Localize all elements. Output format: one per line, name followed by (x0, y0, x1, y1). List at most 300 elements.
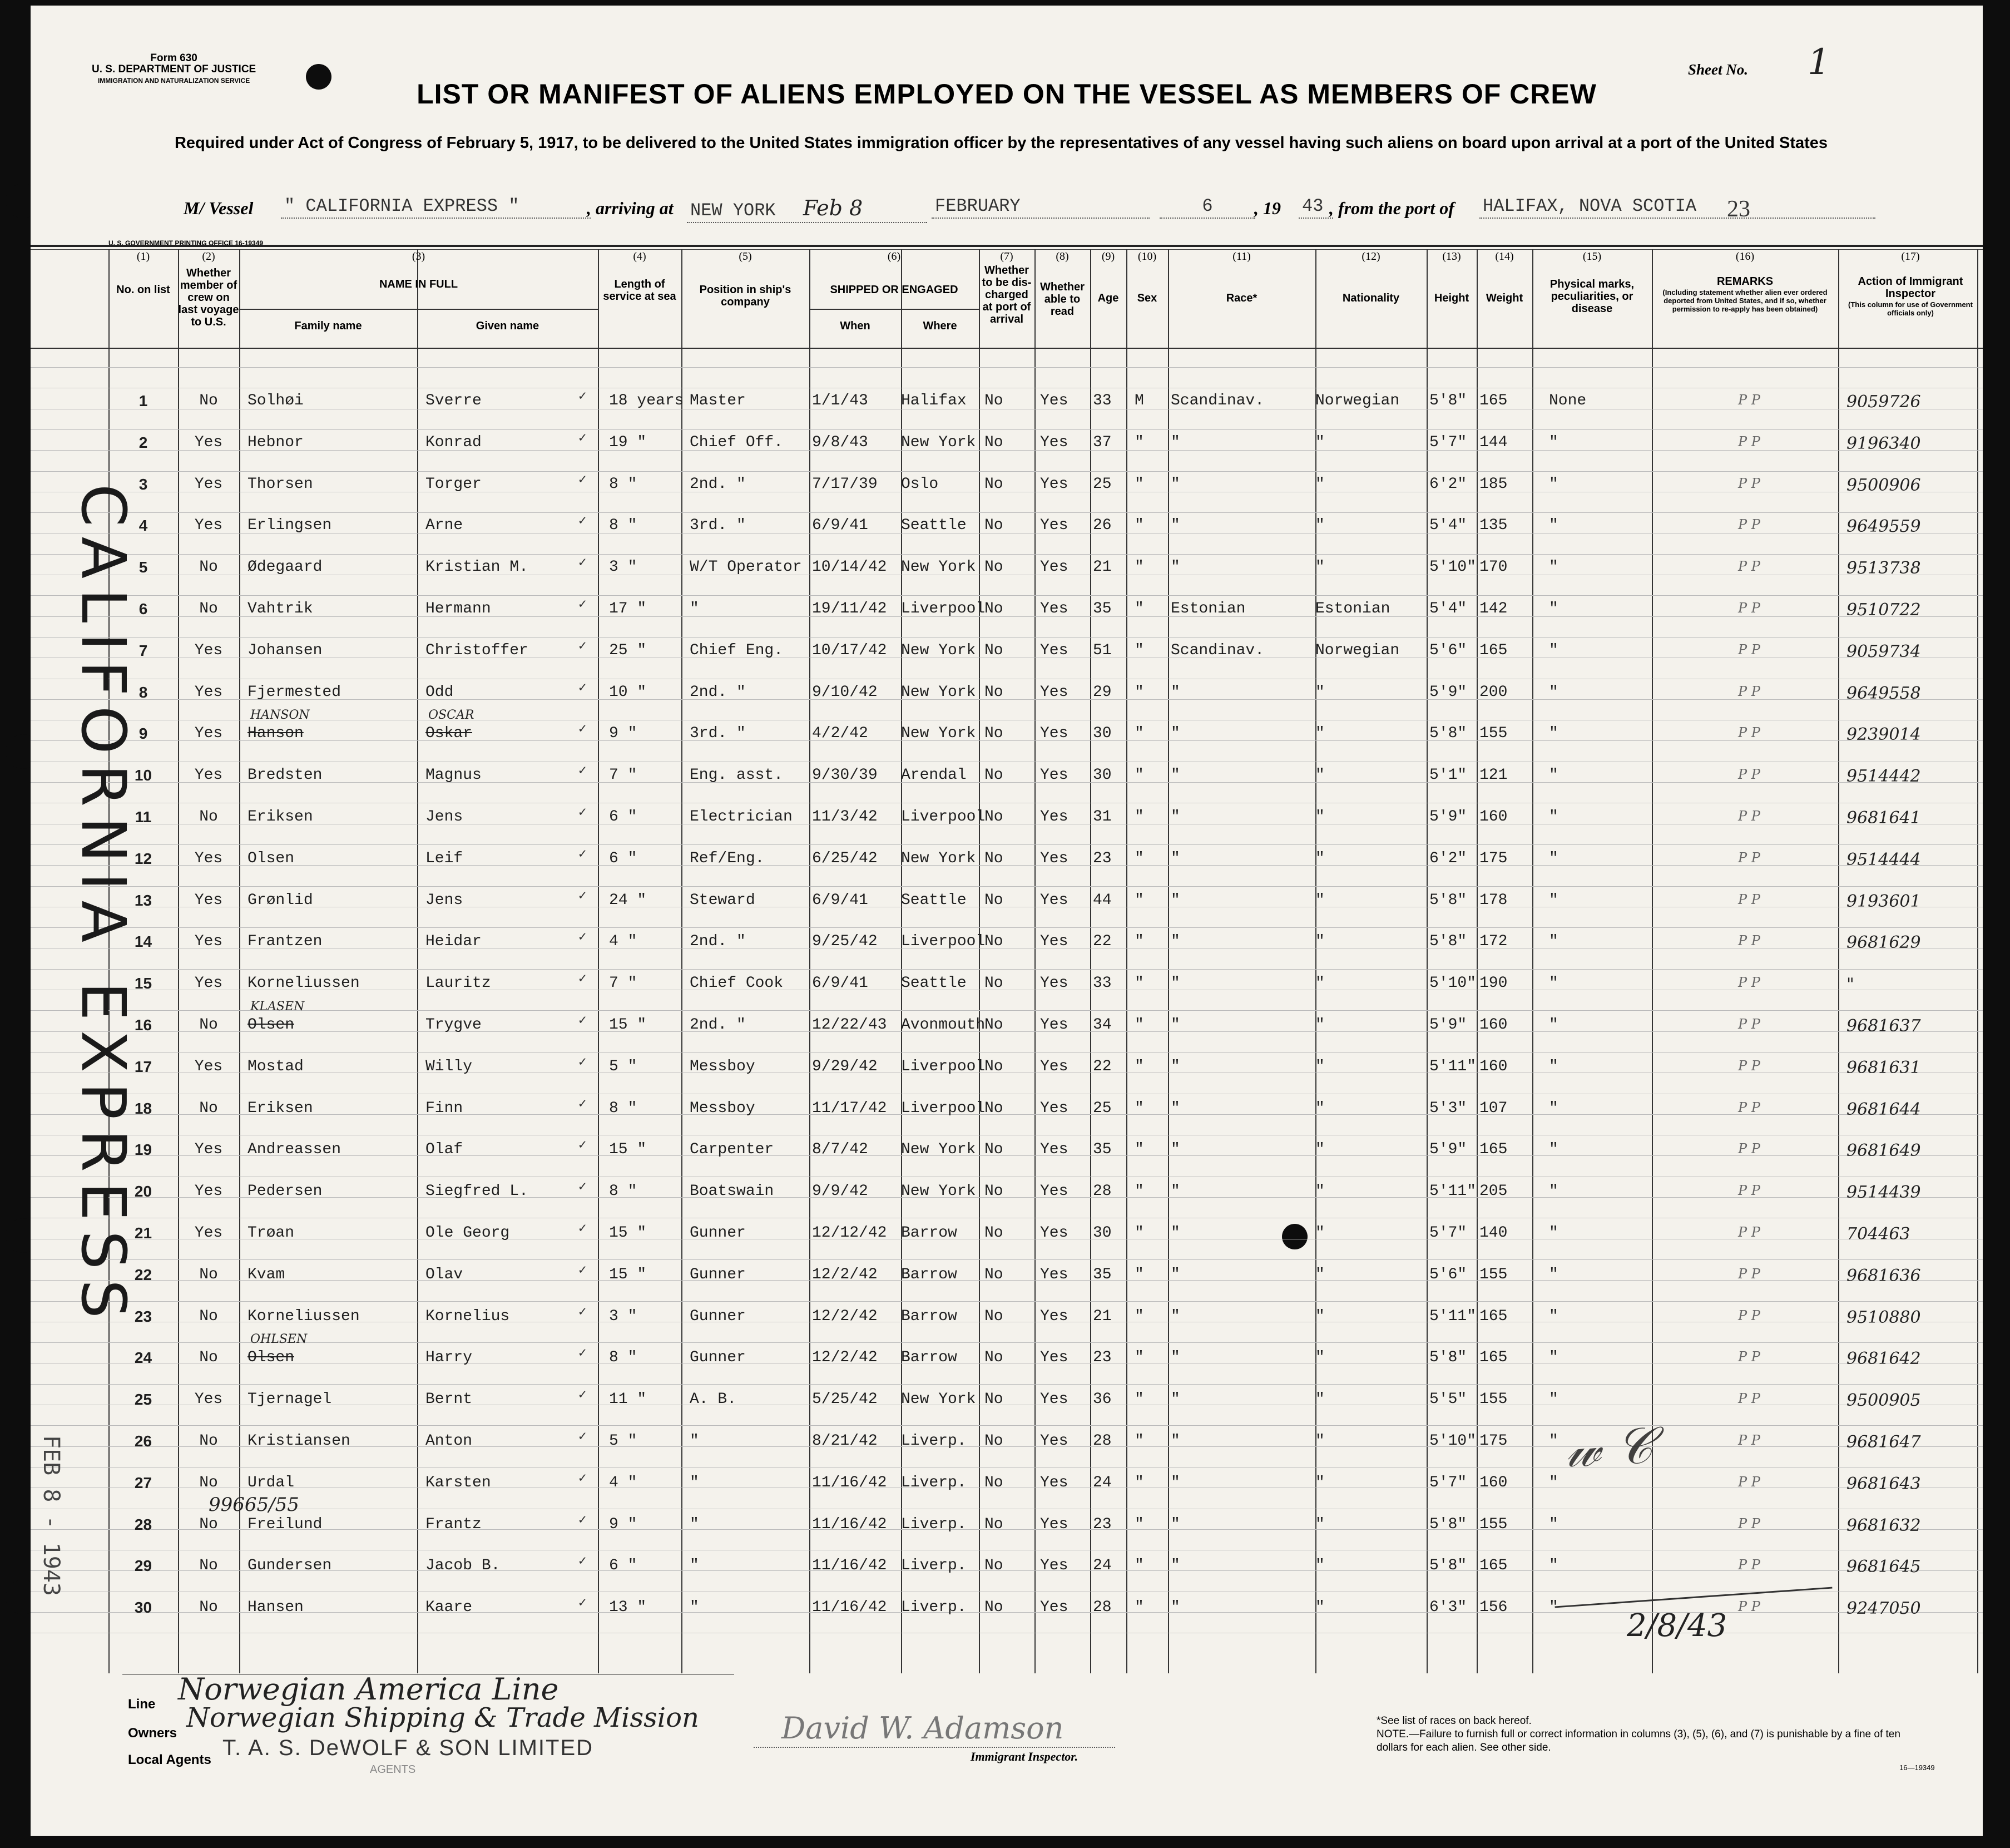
row-race: " (1171, 433, 1180, 451)
row-height: 5'9" (1429, 808, 1467, 826)
column-number-c12: (12) (1362, 250, 1380, 263)
year-prefix: , 19 (1254, 198, 1281, 218)
row-sex: " (1135, 1599, 1144, 1617)
row-race: " (1171, 1515, 1180, 1533)
row-remarks: P P (1738, 559, 1760, 575)
row-weight: 155 (1479, 1391, 1508, 1409)
row-race: " (1171, 933, 1180, 951)
inspector-signature: David W. Adamson (781, 1711, 1064, 1746)
row-race: " (1171, 1266, 1180, 1283)
manifest-sheet (31, 6, 1983, 1836)
row-nat: " (1315, 1266, 1325, 1283)
row-sex: " (1135, 1141, 1144, 1159)
row-height: 5'8" (1429, 1557, 1467, 1575)
row-age: 25 (1093, 1099, 1112, 1117)
row-nat: " (1315, 1432, 1325, 1450)
port-name: NEW YORK (690, 200, 776, 221)
row-height: 5'10" (1429, 975, 1477, 992)
row-age: 21 (1093, 1307, 1112, 1325)
row-last: No (199, 808, 218, 826)
row-weight: 165 (1479, 1349, 1508, 1367)
column-divider (901, 249, 902, 1673)
row-given: Anton (425, 1432, 473, 1450)
row-service: 8 " (609, 1349, 637, 1367)
row-disch: No (984, 1432, 1003, 1450)
row-where: New York (901, 725, 976, 743)
row-action: 9513738 (1846, 559, 1921, 579)
row-service: 18 years (609, 392, 684, 409)
row-checkmark: ✓ (578, 1305, 587, 1320)
row-family: Olsen (247, 1016, 295, 1034)
row-service: 13 " (609, 1599, 647, 1617)
row-action: 9681644 (1846, 1099, 1921, 1119)
row-height: 5'9" (1429, 1016, 1467, 1034)
column-number-c15: (15) (1582, 250, 1602, 263)
row-where: New York (901, 559, 976, 576)
row-no: 25 (134, 1391, 152, 1409)
row-action: 9681636 (1846, 1266, 1921, 1286)
row-when: 5/25/42 (812, 1391, 878, 1409)
row-age: 33 (1093, 975, 1112, 992)
column-number-c11: (11) (1232, 250, 1251, 263)
column-number-c2: (2) (202, 250, 215, 263)
row-no: 1 (138, 392, 148, 409)
row-sex: " (1135, 641, 1144, 659)
row-no: 16 (134, 1016, 152, 1034)
row-age: 24 (1093, 1474, 1112, 1491)
row-marks: " (1549, 559, 1558, 576)
row-position: 2nd. " (690, 1016, 746, 1034)
row-remarks: P P (1738, 808, 1760, 824)
row-where: Liverpool (901, 1058, 986, 1075)
row-last: No (199, 600, 218, 617)
row-where: Seattle (901, 517, 967, 535)
column-divider (979, 249, 980, 1673)
column-header-c10: Sex (1137, 292, 1157, 304)
row-family: Vahtrik (247, 600, 313, 617)
row-action: 9514439 (1846, 1183, 1921, 1203)
row-where: Seattle (901, 891, 967, 909)
row-sex: " (1135, 808, 1144, 826)
row-disch: No (984, 767, 1003, 784)
row-height: 5'8" (1429, 1349, 1467, 1367)
row-action: 9239014 (1846, 725, 1921, 745)
row-read: Yes (1040, 517, 1068, 535)
row-where: New York (901, 1391, 976, 1409)
row-read: Yes (1040, 1016, 1068, 1034)
row-no: 17 (134, 1058, 152, 1075)
handwritten-number: 99665/55 (209, 1494, 299, 1516)
column-number-c7: (7) (1000, 250, 1013, 263)
row-nat: " (1315, 975, 1325, 992)
column-number-c8: (8) (1056, 250, 1069, 263)
row-given: Arne (425, 517, 463, 535)
column-number-c4: (4) (633, 250, 646, 263)
row-age: 28 (1093, 1183, 1112, 1200)
row-family: Erlingsen (247, 517, 332, 535)
row-checkmark: ✓ (578, 1554, 587, 1570)
row-last: No (199, 1557, 218, 1575)
row-height: 5'7" (1429, 1224, 1467, 1242)
rule-line (31, 969, 1983, 970)
column-number-c1: (1) (136, 250, 150, 263)
row-read: Yes (1040, 725, 1068, 743)
row-where: Liverpool (901, 808, 986, 826)
row-service: 15 " (609, 1224, 647, 1242)
row-nat: " (1315, 1141, 1325, 1159)
row-disch: No (984, 1349, 1003, 1367)
row-disch: No (984, 1307, 1003, 1325)
row-sex: " (1135, 849, 1144, 867)
row-remarks: P P (1738, 1557, 1760, 1573)
row-sex: " (1135, 767, 1144, 784)
row-marks: " (1549, 1557, 1558, 1575)
row-nat: " (1315, 1183, 1325, 1200)
row-no: 7 (138, 641, 148, 659)
column-number-c13: (13) (1442, 250, 1461, 263)
row-service: 4 " (609, 1474, 637, 1491)
row-checkmark: ✓ (578, 764, 587, 779)
row-sex: " (1135, 475, 1144, 493)
row-when: 12/22/43 (812, 1016, 887, 1034)
row-nat: " (1315, 559, 1325, 576)
row-given: Hermann (425, 600, 491, 617)
from-port: HALIFAX, NOVA SCOTIA (1479, 196, 1875, 219)
from-label: , from the port of (1329, 198, 1454, 218)
agents-sub: AGENTS (370, 1763, 416, 1776)
rule-line (31, 471, 1983, 472)
row-family: Bredsten (247, 767, 323, 784)
row-race: " (1171, 1391, 1180, 1409)
row-when: 7/17/39 (812, 475, 878, 493)
row-sex: " (1135, 1557, 1144, 1575)
row-age: 23 (1093, 1515, 1112, 1533)
row-weight: 165 (1479, 1141, 1508, 1159)
row-given: Magnus (425, 767, 482, 784)
row-position: Ref/Eng. (690, 849, 765, 867)
row-weight: 144 (1479, 433, 1508, 451)
row-family: Eriksen (247, 808, 313, 826)
row-action: 9059734 (1846, 641, 1921, 661)
row-position: Gunner (690, 1266, 746, 1283)
column-divider (1034, 249, 1036, 1673)
row-action: 9514442 (1846, 767, 1921, 787)
row-given: Torger (425, 475, 482, 493)
row-given: Leif (425, 849, 463, 867)
row-when: 12/2/42 (812, 1349, 878, 1367)
row-no: 6 (138, 600, 148, 617)
row-remarks: P P (1738, 1599, 1760, 1615)
row-family: Freilund (247, 1515, 323, 1533)
row-position: " (690, 1599, 699, 1617)
row-marks: " (1549, 725, 1558, 743)
row-sex: M (1135, 392, 1144, 409)
row-position: Boatswain (690, 1183, 774, 1200)
row-no: 26 (134, 1432, 152, 1450)
row-action: 9681641 (1846, 808, 1921, 828)
row-disch: No (984, 1557, 1003, 1575)
row-disch: No (984, 1515, 1003, 1533)
column-header-c11: Race* (1226, 292, 1258, 304)
column-number-c16: (16) (1735, 250, 1755, 263)
row-height: 5'10" (1429, 1432, 1477, 1450)
row-disch: No (984, 1058, 1003, 1075)
row-height: 5'3" (1429, 1099, 1467, 1117)
row-sex: " (1135, 1432, 1144, 1450)
row-where: Barrow (901, 1224, 957, 1242)
row-age: 30 (1093, 767, 1112, 784)
row-no: 18 (134, 1099, 152, 1117)
row-position: " (690, 1432, 699, 1450)
row-checkmark: ✓ (578, 514, 587, 530)
row-weight: 165 (1479, 392, 1508, 409)
row-marks: " (1549, 1474, 1558, 1491)
row-no: 20 (134, 1183, 152, 1200)
row-remarks: P P (1738, 1058, 1760, 1074)
row-marks: " (1549, 600, 1558, 617)
row-service: 25 " (609, 641, 647, 659)
row-action: 9681632 (1846, 1515, 1921, 1535)
row-position: W/T Operator (690, 559, 802, 576)
row-read: Yes (1040, 683, 1068, 701)
row-marks: " (1549, 1349, 1558, 1367)
row-action: 9500906 (1846, 475, 1921, 495)
row-age: 51 (1093, 641, 1112, 659)
row-weight: 165 (1479, 1557, 1508, 1575)
row-when: 8/7/42 (812, 1141, 868, 1159)
row-disch: No (984, 1474, 1003, 1491)
row-position: Gunner (690, 1224, 746, 1242)
row-action: 9649559 (1846, 517, 1921, 537)
arrival-port (687, 196, 927, 223)
row-checkmark: ✓ (578, 1596, 587, 1612)
row-read: Yes (1040, 1307, 1068, 1325)
row-where: Halifax (901, 392, 967, 409)
row-where: Liverp. (901, 1599, 967, 1617)
row-service: 3 " (609, 1307, 637, 1325)
row-position: Master (690, 392, 746, 409)
arrival-day: 6 (1160, 196, 1255, 219)
row-last: Yes (194, 933, 223, 951)
row-checkmark: ✓ (578, 431, 587, 446)
row-position: Messboy (690, 1058, 755, 1075)
row-sex: " (1135, 433, 1144, 451)
row-weight: 140 (1479, 1224, 1508, 1242)
row-height: 5'6" (1429, 641, 1467, 659)
row-disch: No (984, 808, 1003, 826)
agents-label: Local Agents (128, 1752, 211, 1767)
row-family-correction: HANSON (250, 708, 310, 723)
row-action: 9059726 (1846, 392, 1921, 412)
row-sex: " (1135, 891, 1144, 909)
column-divider (1168, 249, 1169, 1673)
row-remarks: P P (1738, 933, 1760, 949)
row-last: Yes (194, 891, 223, 909)
column-header-c12: Nationality (1342, 292, 1400, 304)
header-subline (809, 309, 979, 310)
row-position: Steward (690, 891, 755, 909)
date-stamp: Feb 8 (803, 196, 863, 220)
row-nat: " (1315, 891, 1325, 909)
row-family: Hebnor (247, 433, 304, 451)
row-disch: No (984, 1183, 1003, 1200)
column-divider (1838, 249, 1839, 1673)
row-race: " (1171, 1349, 1180, 1367)
row-where: Barrow (901, 1349, 957, 1367)
row-age: 30 (1093, 1224, 1112, 1242)
row-no: 21 (134, 1224, 152, 1242)
row-read: Yes (1040, 1391, 1068, 1409)
printing-office: U. S. GOVERNMENT PRINTING OFFICE 16-19349 (108, 239, 264, 247)
row-height: 5'7" (1429, 1474, 1467, 1491)
sheet-number: 1 (1808, 42, 1830, 83)
row-read: Yes (1040, 1266, 1068, 1283)
row-marks: " (1549, 1391, 1558, 1409)
row-remarks: P P (1738, 1141, 1760, 1157)
row-marks: " (1549, 1432, 1558, 1450)
row-family: Ødegaard (247, 559, 323, 576)
row-height: 5'10" (1429, 559, 1477, 576)
column-number-c9: (9) (1101, 250, 1115, 263)
row-remarks: P P (1738, 849, 1760, 866)
column-divider (178, 249, 179, 1673)
row-read: Yes (1040, 1058, 1068, 1075)
row-service: 7 " (609, 767, 637, 784)
row-position: Chief Cook (690, 975, 784, 992)
row-no: 28 (134, 1515, 152, 1533)
row-remarks: P P (1738, 517, 1760, 533)
row-where: New York (901, 683, 976, 701)
row-last: No (199, 1349, 218, 1367)
row-sex: " (1135, 1349, 1144, 1367)
row-race: " (1171, 1557, 1180, 1575)
column-header-c4: Length of service at sea (603, 278, 676, 303)
row-read: Yes (1040, 559, 1068, 576)
row-race: " (1171, 725, 1180, 743)
row-age: 28 (1093, 1599, 1112, 1617)
row-height: 5'11" (1429, 1307, 1477, 1325)
row-read: Yes (1040, 808, 1068, 826)
row-last: No (199, 559, 218, 576)
row-disch: No (984, 933, 1003, 951)
row-weight: 142 (1479, 600, 1508, 617)
row-checkmark: ✓ (578, 806, 587, 821)
row-action: 704463 (1846, 1224, 1910, 1244)
row-checkmark: ✓ (578, 1513, 587, 1528)
row-where: Barrow (901, 1266, 957, 1283)
row-nat: Norwegian (1315, 641, 1400, 659)
row-action: 9681647 (1846, 1432, 1921, 1452)
row-where: New York (901, 849, 976, 867)
row-age: 25 (1093, 475, 1112, 493)
row-marks: " (1549, 1099, 1558, 1117)
column-header-when: When (840, 320, 870, 332)
column-number-c10: (10) (1137, 250, 1157, 263)
row-height: 5'11" (1429, 1058, 1477, 1075)
column-header-c3: NAME IN FULL (379, 278, 458, 290)
row-where: Seattle (901, 975, 967, 992)
column-number-c3: (3) (412, 250, 425, 263)
column-divider (1477, 249, 1478, 1673)
row-nat: Estonian (1315, 600, 1390, 617)
row-service: 15 " (609, 1141, 647, 1159)
row-height: 5'8" (1429, 392, 1467, 409)
row-age: 35 (1093, 1266, 1112, 1283)
row-race: " (1171, 559, 1180, 576)
column-divider (1427, 249, 1428, 1673)
row-marks: " (1549, 849, 1558, 867)
row-where: Barrow (901, 1307, 957, 1325)
row-given: Harry (425, 1349, 473, 1367)
row-remarks: P P (1738, 1432, 1760, 1448)
row-age: 21 (1093, 559, 1112, 576)
rule-line (31, 595, 1983, 596)
row-last: No (199, 1432, 218, 1450)
row-read: Yes (1040, 1141, 1068, 1159)
row-last: No (199, 1016, 218, 1034)
row-checkmark: ✓ (578, 1014, 587, 1029)
row-last: Yes (194, 975, 223, 992)
row-age: 33 (1093, 392, 1112, 409)
row-read: Yes (1040, 849, 1068, 867)
page-subtitle: Required under Act of Congress of February 5, 1917, to be delivered to the United States immigration officer by the representatives of any vessel having such aliens on board upon arrival at a port of the United States (174, 134, 1828, 152)
row-nat: " (1315, 1016, 1325, 1034)
row-given: Kaare (425, 1599, 473, 1617)
row-weight: 190 (1479, 975, 1508, 992)
row-remarks: P P (1738, 600, 1760, 616)
row-when: 9/9/42 (812, 1183, 868, 1200)
column-divider (1315, 249, 1316, 1673)
row-remarks: P P (1738, 1183, 1760, 1199)
row-disch: No (984, 1099, 1003, 1117)
row-service: 10 " (609, 683, 647, 701)
row-read: Yes (1040, 1474, 1068, 1491)
row-read: Yes (1040, 1349, 1068, 1367)
row-when: 9/8/43 (812, 433, 868, 451)
column-divider (681, 249, 682, 1673)
row-no: 12 (134, 849, 152, 867)
row-height: 5'4" (1429, 517, 1467, 535)
row-marks: " (1549, 1307, 1558, 1325)
row-given: Kristian M. (425, 559, 528, 576)
row-last: Yes (194, 1391, 223, 1409)
row-sex: " (1135, 559, 1144, 576)
row-action: 9681643 (1846, 1474, 1921, 1494)
row-given: Oskar (425, 725, 473, 743)
row-no: 13 (134, 891, 152, 909)
row-read: Yes (1040, 767, 1068, 784)
row-where: Liverpool (901, 1099, 986, 1117)
row-remarks: P P (1738, 975, 1760, 991)
row-position: 3rd. " (690, 725, 746, 743)
row-age: 22 (1093, 933, 1112, 951)
row-family: Kvam (247, 1266, 285, 1283)
column-header-c16: REMARKS (1716, 275, 1774, 288)
row-height: 5'9" (1429, 683, 1467, 701)
row-nat: " (1315, 1058, 1325, 1075)
row-last: Yes (194, 1058, 223, 1075)
row-service: 8 " (609, 475, 637, 493)
row-remarks: P P (1738, 1307, 1760, 1323)
row-family: Pedersen (247, 1183, 323, 1200)
row-last: Yes (194, 433, 223, 451)
row-age: 22 (1093, 1058, 1112, 1075)
row-service: 8 " (609, 1099, 637, 1117)
column-header-c15: Physical marks, peculiarities, or disease (1549, 278, 1635, 315)
row-checkmark: ✓ (578, 1055, 587, 1070)
row-last: Yes (194, 1224, 223, 1242)
row-remarks: P P (1738, 1474, 1760, 1490)
